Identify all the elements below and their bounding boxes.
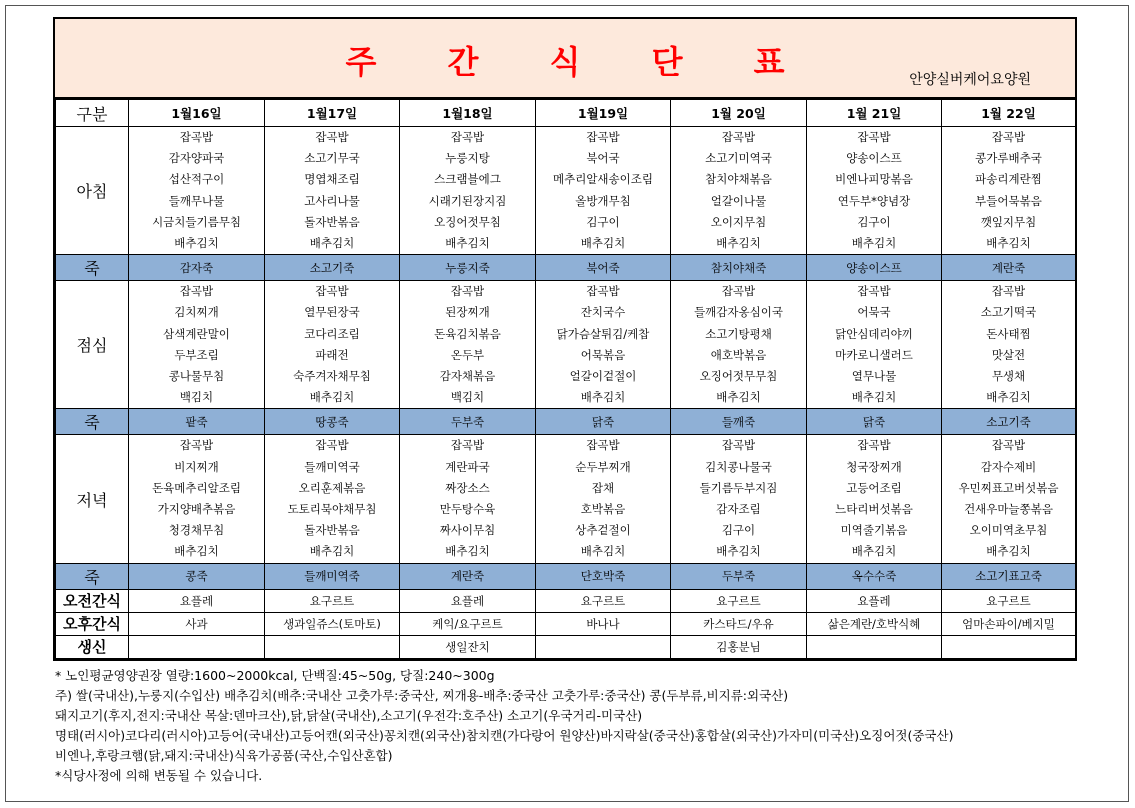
dish-item: 연두부*양념장 — [837, 193, 911, 208]
dish-item: 돈육김치볶음 — [434, 326, 501, 341]
day-header: 1월 20일 — [671, 100, 807, 127]
dish-item: 잡채 — [591, 480, 615, 495]
note-line: *식당사정에 의해 변동될 수 있습니다. — [55, 768, 263, 783]
birthday-cell: 김홍분님 — [671, 635, 807, 658]
dish-item: 들깨미역국 — [304, 459, 360, 474]
porridge-cell: 참치야채죽 — [671, 255, 807, 281]
dinner-menu-cell — [400, 435, 536, 563]
dish-item: 잡곡밥 — [991, 130, 1026, 144]
day-header: 1월 22일 — [942, 100, 1076, 127]
dish-item: 된장찌개 — [445, 305, 490, 320]
dish-item: 짜장소스 — [445, 480, 490, 495]
dish-item: 열무된장국 — [304, 305, 360, 320]
day-header: 1월19일 — [536, 100, 671, 127]
dish-item: 얼갈이겉절이 — [569, 369, 637, 384]
dish-item: 돌자반볶음 — [304, 523, 360, 538]
dish-item: 오이미역초무침 — [969, 523, 1048, 538]
dish-item: 오이지무침 — [710, 214, 767, 229]
dish-item: 김치찌개 — [174, 305, 219, 320]
dish-item: 부들어묵볶음 — [975, 193, 1042, 208]
morning_snack-cell: 요플레 — [807, 589, 942, 612]
dish-item: 애호박볶음 — [710, 347, 767, 362]
porridge-label: 죽 — [56, 409, 129, 435]
dinner-label: 저녁 — [56, 435, 129, 563]
breakfast-menu-cell — [400, 127, 536, 255]
dish-item: 파송리계란찜 — [975, 172, 1042, 187]
dish-item: 무생채 — [991, 369, 1026, 384]
dish-item: 돈육메추리알조림 — [152, 480, 241, 495]
day-header: 1월 21일 — [807, 100, 942, 127]
dish-item: 잡곡밥 — [721, 284, 756, 299]
dish-item: 코다리조림 — [304, 326, 360, 341]
dish-item: 짜사이무침 — [439, 523, 496, 538]
menu-table — [55, 99, 1076, 659]
dish-item: 잡곡밥 — [179, 284, 214, 299]
dish-item: 배추김치 — [309, 390, 355, 405]
lunch-label: 점심 — [56, 281, 129, 409]
porridge-cell: 양송이스프 — [807, 255, 942, 281]
porridge-label: 죽 — [56, 255, 129, 281]
birthday-cell: 생일잔치 — [400, 635, 536, 658]
dish-item: 청국장찌개 — [846, 459, 902, 474]
note-line: 주) 쌀(국내산),누룽지(수입산) 배추김치(배추:국내산 고춧가루:중국산, 찌개용-배추:중국산 고춧가루:중국산) 콩(두부류,비지류:외국산) — [55, 688, 789, 703]
dish-item: 김구이 — [586, 214, 620, 229]
dish-item: 김구이 — [857, 214, 891, 229]
lunch-menu-cell — [129, 281, 265, 409]
dish-item: 배추김치 — [716, 544, 761, 559]
birthday-cell — [129, 635, 265, 658]
porridge-cell: 단호박죽 — [536, 563, 671, 589]
dish-item: 오리훈제볶음 — [298, 480, 366, 495]
dish-item: 소고기미역국 — [705, 151, 772, 166]
dish-item: 삼색계란말이 — [163, 326, 230, 341]
dish-item: 배추김치 — [445, 236, 490, 251]
breakfast-menu-cell — [265, 127, 400, 255]
porridge-cell: 감자죽 — [129, 255, 265, 281]
dish-item: 비엔나피망볶음 — [835, 172, 913, 187]
dish-item: 고사리나물 — [304, 193, 360, 208]
porridge-cell: 계란죽 — [942, 255, 1076, 281]
dish-item: 감자양파국 — [168, 151, 225, 166]
breakfast-label: 아침 — [56, 127, 129, 255]
breakfast-menu-cell — [942, 127, 1076, 255]
morning_snack-cell: 요구르트 — [265, 589, 400, 612]
porridge-cell: 소고기죽 — [942, 409, 1076, 435]
dish-item: 양송이스프 — [846, 151, 902, 166]
dish-item: 미역줄기볶음 — [840, 523, 908, 538]
dinner-menu-cell — [536, 435, 671, 563]
dinner-menu-cell — [807, 435, 942, 563]
dish-item: 잔치국수 — [580, 305, 626, 320]
dish-item: 북어국 — [586, 151, 620, 166]
dish-item: 두부조림 — [174, 347, 219, 362]
dish-item: 오징어젓무침 — [434, 214, 501, 229]
dish-item: 배추김치 — [986, 390, 1031, 405]
dish-item: 상추겉절이 — [575, 523, 631, 538]
dinner-menu-cell — [265, 435, 400, 563]
breakfast-menu-cell — [671, 127, 807, 255]
birthday-cell — [807, 635, 942, 658]
porridge-cell: 소고기표고죽 — [942, 563, 1076, 589]
dish-item: 잡곡밥 — [586, 130, 620, 144]
dish-item: 메추리알새송이조림 — [553, 172, 653, 187]
dinner-row — [56, 435, 1076, 563]
porridge-cell: 누룽지죽 — [400, 255, 536, 281]
dish-item: 들깨무나물 — [168, 193, 225, 208]
dish-item: 배추김치 — [851, 544, 897, 559]
dish-item: 잡곡밥 — [450, 284, 485, 299]
morning_snack-cell: 요구르트 — [942, 589, 1076, 612]
dish-item: 스크램블에그 — [434, 172, 501, 187]
dish-item: 온두부 — [450, 347, 485, 362]
dish-item: 명엽채조림 — [304, 172, 360, 187]
dish-item: 잡곡밥 — [450, 438, 485, 453]
dish-item: 숙주겨자채무침 — [293, 369, 371, 384]
birthday-cell — [536, 635, 671, 658]
dish-item: 건새우마늘쫑볶음 — [964, 502, 1053, 517]
morning_snack-cell: 요구르트 — [671, 589, 807, 612]
dish-item: 호박볶음 — [580, 502, 626, 517]
lunch-menu-cell — [671, 281, 807, 409]
note-line: 명태(러시아)코다리(러시아)고등어(국내산)고등어캔(외국산)꽁치캔(외국산)참치캔(가다랑어 원양산)바지락살(중국산)홍합살(외국산)가자미(미국산)오징어젓(중국산) — [55, 728, 954, 743]
afternoon_snack-label: 오후간식 — [56, 612, 129, 635]
dish-item: 김치콩나물국 — [705, 459, 772, 474]
morning_snack-label: 오전간식 — [56, 589, 129, 612]
afternoon_snack-cell: 삶은계란/호박식혜 — [807, 612, 942, 635]
dish-item: 콩가루배추국 — [975, 151, 1042, 166]
dish-item: 돌자반볶음 — [304, 214, 360, 229]
dish-item: 배추김치 — [309, 544, 355, 559]
dish-item: 잡곡밥 — [586, 438, 620, 453]
organization-name: 안양실버케어요양원 — [909, 72, 1031, 88]
dish-item: 어묵볶음 — [580, 347, 626, 362]
breakfast-menu-cell — [807, 127, 942, 255]
notes-section — [55, 666, 1115, 786]
dish-item: 잡곡밥 — [857, 284, 891, 299]
dish-item: 잡곡밥 — [315, 284, 349, 299]
breakfast-row — [56, 127, 1076, 255]
afternoon_snack-cell: 사과 — [129, 612, 265, 635]
dish-item: 섭산적구이 — [168, 172, 225, 187]
morning_snack-cell: 요플레 — [129, 589, 265, 612]
menu-header — [55, 19, 1075, 99]
breakfast-porridge-row — [56, 255, 1076, 281]
lunch-menu-cell — [942, 281, 1076, 409]
birthday-row — [56, 635, 1076, 658]
birthday-cell — [265, 635, 400, 658]
dish-item: 파래전 — [315, 347, 349, 362]
dish-item: 잡곡밥 — [315, 130, 349, 144]
lunch-menu-cell — [807, 281, 942, 409]
dish-item: 시래기된장지짐 — [428, 193, 507, 208]
page-title: 주 간 식 단 표 — [345, 43, 815, 81]
birthday-label: 생신 — [56, 635, 129, 658]
dish-item: 얼갈이나물 — [710, 193, 767, 208]
dish-item: 돈사태찜 — [986, 326, 1031, 341]
dish-item: 순두부찌개 — [575, 459, 631, 474]
dish-item: 잡곡밥 — [991, 438, 1026, 453]
dish-item: 배추김치 — [851, 390, 897, 405]
porridge-cell: 닭죽 — [807, 409, 942, 435]
dish-item: 배추김치 — [174, 236, 219, 251]
dish-item: 도토리묵야채무침 — [287, 502, 377, 517]
lunch-porridge-row — [56, 409, 1076, 435]
porridge-cell: 소고기죽 — [265, 255, 400, 281]
dish-item: 깻잎지무침 — [980, 214, 1037, 229]
dish-item: 열무나물 — [851, 369, 897, 384]
dish-item: 소고기떡국 — [980, 305, 1037, 320]
dish-item: 김구이 — [721, 523, 756, 538]
lunch-menu-cell — [400, 281, 536, 409]
afternoon_snack-row — [56, 612, 1076, 635]
day-header: 1월18일 — [400, 100, 536, 127]
dish-item: 잡곡밥 — [991, 284, 1026, 299]
dish-item: 배추김치 — [309, 236, 355, 251]
dish-item: 감자채볶음 — [439, 369, 496, 384]
dish-item: 들기름두부지짐 — [699, 480, 778, 495]
dish-item: 배추김치 — [716, 390, 761, 405]
morning_snack-cell: 요구르트 — [536, 589, 671, 612]
header-label: 구분 — [56, 100, 129, 127]
dish-item: 배추김치 — [716, 236, 761, 251]
dinner-menu-cell — [671, 435, 807, 563]
dish-item: 잡곡밥 — [179, 130, 214, 144]
dish-item: 닭안심데리야끼 — [835, 326, 913, 341]
breakfast-menu-cell — [129, 127, 265, 255]
dish-item: 백김치 — [179, 390, 214, 405]
dinner-porridge-row — [56, 563, 1076, 589]
dish-item: 청경채무침 — [168, 523, 225, 538]
porridge-cell: 닭죽 — [536, 409, 671, 435]
day-header: 1월16일 — [129, 100, 265, 127]
dish-item: 누룽지탕 — [445, 151, 490, 166]
afternoon_snack-cell: 카스타드/우유 — [671, 612, 807, 635]
breakfast-menu-cell — [536, 127, 671, 255]
dish-item: 배추김치 — [580, 544, 626, 559]
dish-item: 느타리버섯볶음 — [835, 502, 913, 517]
porridge-cell: 땅콩죽 — [265, 409, 400, 435]
dish-item: 마카로니샐러드 — [835, 347, 913, 362]
dish-item: 감자수제비 — [980, 459, 1037, 474]
dish-item: 잡곡밥 — [721, 438, 756, 453]
dish-item: 소고기탕평채 — [705, 326, 772, 341]
porridge-cell: 계란죽 — [400, 563, 536, 589]
dish-item: 배추김치 — [986, 544, 1031, 559]
lunch-row — [56, 281, 1076, 409]
porridge-cell: 두부죽 — [671, 563, 807, 589]
dish-item: 닭가슴살튀김/케찹 — [556, 326, 650, 341]
porridge-cell: 들깨죽 — [671, 409, 807, 435]
dish-item: 잡곡밥 — [857, 130, 891, 144]
dish-item: 배추김치 — [851, 236, 897, 251]
dish-item: 어묵국 — [857, 305, 891, 320]
lunch-menu-cell — [536, 281, 671, 409]
dish-item: 가지양배추볶음 — [157, 502, 236, 517]
dish-item: 잡곡밥 — [450, 130, 485, 144]
dinner-menu-cell — [942, 435, 1076, 563]
dish-item: 백김치 — [450, 390, 485, 405]
porridge-cell: 북어죽 — [536, 255, 671, 281]
afternoon_snack-cell: 케익/요구르트 — [400, 612, 536, 635]
note-line: 비엔나,후랑크햄(닭,돼지:국내산)식육가공품(국산,수입산혼합) — [55, 748, 393, 763]
dish-item: 잡곡밥 — [179, 438, 214, 453]
dish-item: 만두탕수육 — [439, 502, 496, 517]
porridge-cell: 팥죽 — [129, 409, 265, 435]
day-header-row — [56, 100, 1076, 127]
dish-item: 계란파국 — [445, 459, 490, 474]
dish-item: 배추김치 — [986, 236, 1031, 251]
porridge-cell: 옥수수죽 — [807, 563, 942, 589]
dish-item: 콩나물무침 — [168, 369, 225, 384]
dish-item: 시금치들기름무침 — [152, 214, 241, 229]
birthday-cell — [942, 635, 1076, 658]
dish-item: 우민찌표고버섯볶음 — [958, 480, 1059, 495]
dinner-menu-cell — [129, 435, 265, 563]
lunch-menu-cell — [265, 281, 400, 409]
porridge-cell: 들깨미역죽 — [265, 563, 400, 589]
dish-item: 잡곡밥 — [586, 284, 620, 299]
dish-item: 배추김치 — [445, 544, 490, 559]
note-line: * 노인평균영양권장 열량:1600~2000kcal, 단백질:45~50g, 당질:240~300g — [55, 668, 495, 683]
dish-item: 감자조림 — [716, 502, 761, 517]
morning_snack-cell: 요플레 — [400, 589, 536, 612]
afternoon_snack-cell: 엄마손파이/베지밀 — [942, 612, 1076, 635]
dish-item: 고등어조림 — [846, 480, 902, 495]
porridge-label: 죽 — [56, 563, 129, 589]
porridge-cell: 콩죽 — [129, 563, 265, 589]
dish-item: 올방개무침 — [575, 193, 631, 208]
morning_snack-row — [56, 589, 1076, 612]
dish-item: 배추김치 — [580, 390, 626, 405]
dish-item: 잡곡밥 — [857, 438, 891, 453]
note-line: 돼지고기(후지,전지:국내산 목살:덴마크산),닭,닭살(국내산),소고기(우전각:호주산) 소고기(우국거리-미국산) — [55, 708, 643, 723]
dish-item: 참치야채볶음 — [705, 172, 772, 187]
dish-item: 들깨감자옹심이국 — [694, 305, 783, 320]
dish-item: 맛살전 — [991, 347, 1026, 362]
day-header: 1월17일 — [265, 100, 400, 127]
dish-item: 잡곡밥 — [315, 438, 349, 453]
dish-item: 배추김치 — [174, 544, 219, 559]
afternoon_snack-cell: 생과일쥬스(토마토) — [265, 612, 400, 635]
weekly-menu-sheet — [53, 17, 1077, 661]
dish-item: 오징어젓무무침 — [699, 369, 778, 384]
dish-item: 비지찌개 — [174, 459, 219, 474]
dish-item: 소고기무국 — [304, 151, 360, 166]
dish-item: 잡곡밥 — [721, 130, 756, 144]
afternoon_snack-cell: 바나나 — [536, 612, 671, 635]
dish-item: 배추김치 — [580, 236, 626, 251]
porridge-cell: 두부죽 — [400, 409, 536, 435]
